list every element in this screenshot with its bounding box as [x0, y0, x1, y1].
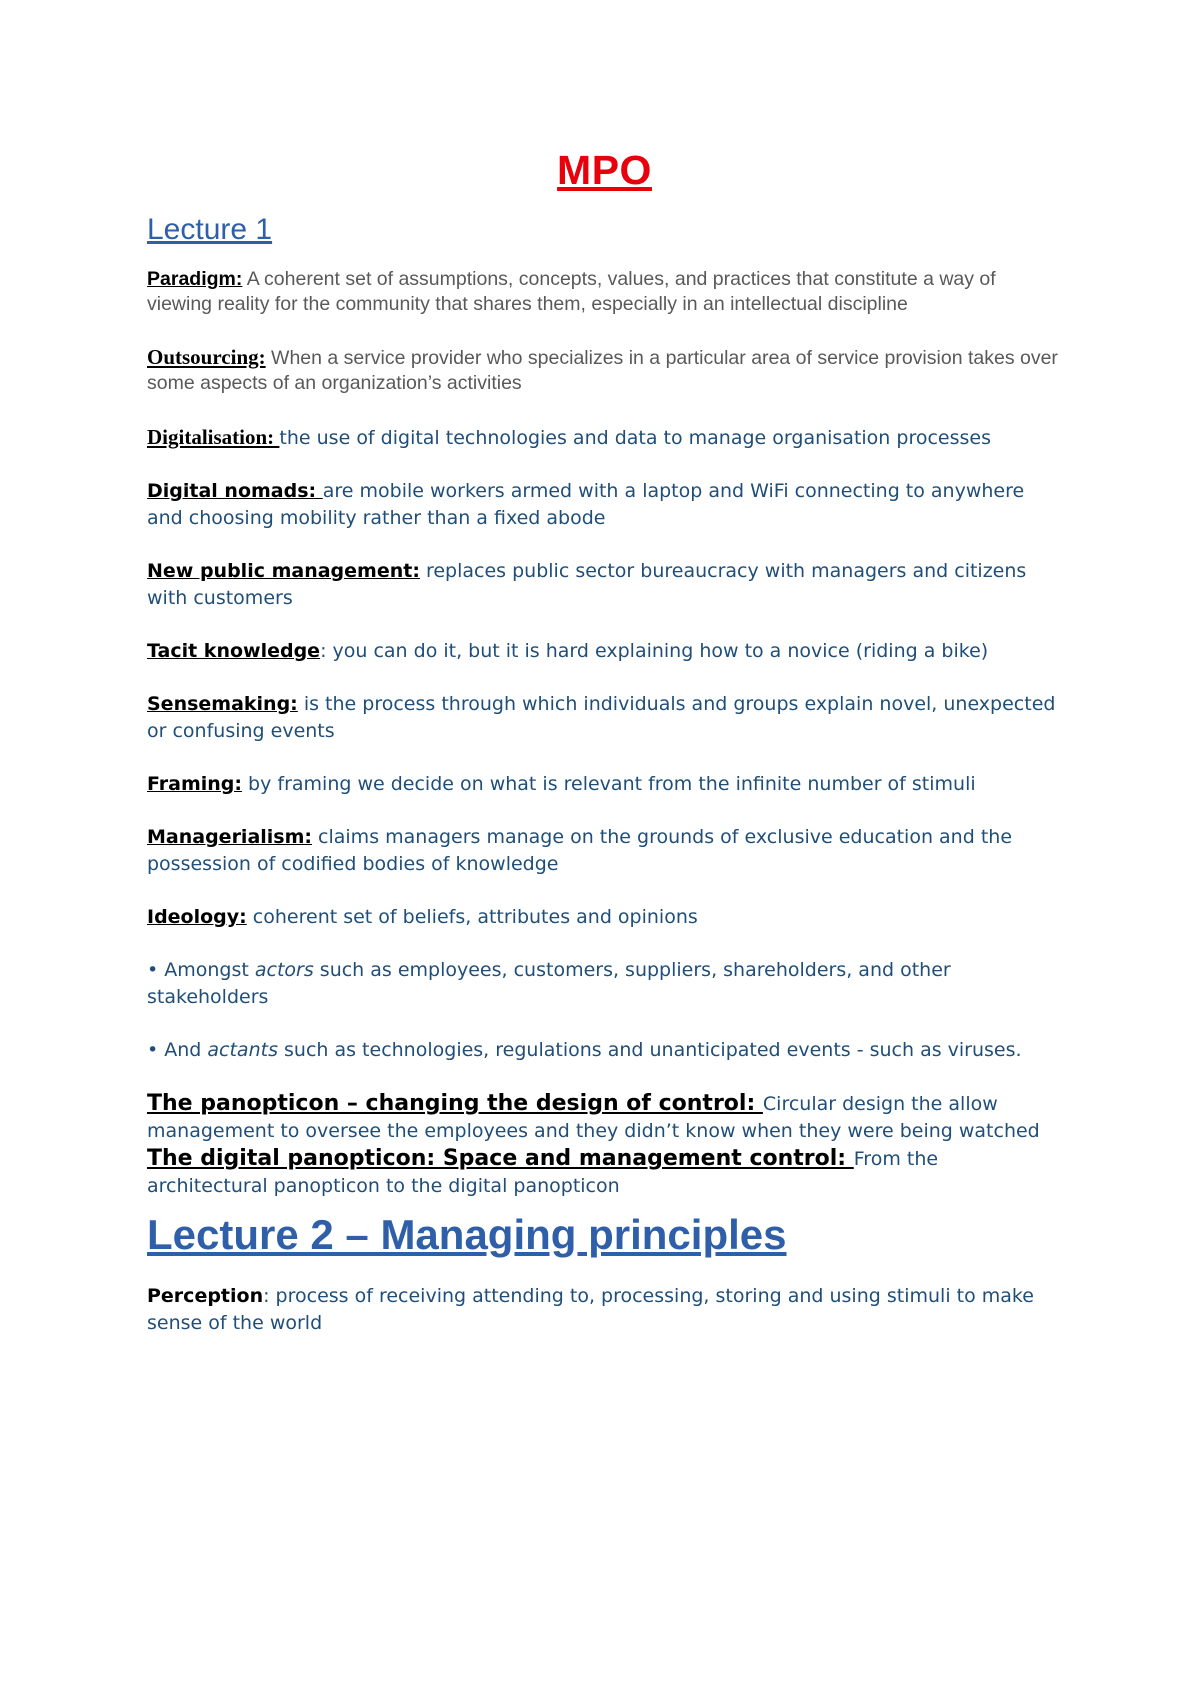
term-ideology: Ideology: — [147, 906, 247, 928]
term-digital-panopticon: The digital panopticon: Space and management control: — [147, 1146, 854, 1171]
term-managerialism: Managerialism: — [147, 826, 312, 848]
bullet-actors-emphasis: actors — [254, 959, 314, 981]
definition-outsourcing: When a service provider who specializes in a particular area of service provision takes over some aspects of an organization’s activities — [147, 347, 1058, 394]
entry-managerialism — [147, 824, 1062, 878]
term-paradigm: Paradigm: — [147, 268, 243, 290]
term-outsourcing: Outsourcing: — [147, 345, 266, 369]
definition-digitalisation: the use of digital technologies and data to manage organisation processes — [279, 427, 991, 449]
bullet-actants-emphasis: actants — [207, 1039, 278, 1061]
definition-managerialism: claims managers manage on the grounds of exclusive education and the possession of codified bodies of knowledge — [147, 826, 1013, 875]
definition-sensemaking: is the process through which individuals and groups explain novel, unexpected or confusing events — [147, 693, 1056, 742]
document-title: MPO — [557, 147, 652, 193]
definition-tacit-knowledge: you can do it, but it is hard explaining how to a novice (riding a bike) — [326, 640, 989, 662]
definition-framing: by framing we decide on what is relevant from the infinite number of stimuli — [242, 773, 976, 795]
term-framing: Framing: — [147, 773, 242, 795]
term-digitalisation: Digitalisation: — [147, 425, 280, 449]
term-perception: Perception — [147, 1285, 264, 1307]
entry-digitalisation — [147, 424, 1062, 452]
entry-tacit-knowledge — [147, 638, 1062, 665]
bullet-actors-prefix: • Amongst — [147, 959, 255, 981]
bullet-actors-suffix: such as employees, customers, suppliers, shareholders, and other stakeholders — [147, 959, 951, 1008]
colon-perception: : — [263, 1285, 270, 1307]
bullet-actants-suffix: such as technologies, regulations and unanticipated events - such as viruses. — [277, 1039, 1022, 1061]
entry-digital-panopticon — [147, 1145, 1062, 1200]
lecture-2-heading: Lecture 2 – Managing principles — [147, 1211, 787, 1258]
entry-framing — [147, 771, 1062, 798]
entry-paradigm — [147, 267, 1062, 317]
definition-perception: process of receiving attending to, processing, storing and using stimuli to make sense of the world — [147, 1285, 1034, 1334]
colon-tacit-knowledge: : — [320, 640, 327, 662]
definition-paradigm: A coherent set of assumptions, concepts, values, and practices that constitute a way of viewing reality for the community that shares them, especially in an intellectual discipline — [147, 268, 996, 315]
term-digital-nomads: Digital nomads: — [147, 480, 323, 502]
definition-panopticon: Circular design the allow management to oversee the employees and they didn’t know when they were being watched — [147, 1093, 1040, 1142]
term-new-public-management: New public management: — [147, 560, 420, 582]
bullet-actors — [147, 957, 1062, 1011]
term-sensemaking: Sensemaking: — [147, 693, 298, 715]
bullet-actants — [147, 1037, 1062, 1064]
entry-panopticon — [147, 1090, 1062, 1145]
document-body — [147, 147, 1062, 1363]
entry-new-public-management — [147, 558, 1062, 612]
definition-new-public-management: replaces public sector bureaucracy with managers and citizens with customers — [147, 560, 1027, 609]
term-tacit-knowledge: Tacit knowledge — [147, 640, 321, 662]
definition-digital-panopticon: From the architectural panopticon to the digital panopticon — [147, 1148, 939, 1197]
entry-perception — [147, 1283, 1062, 1337]
lecture-1-heading: Lecture 1 — [147, 213, 273, 246]
bullet-actants-prefix: • And — [147, 1039, 208, 1061]
definition-ideology: coherent set of beliefs, attributes and opinions — [246, 906, 698, 928]
entry-ideology — [147, 904, 1062, 931]
entry-sensemaking — [147, 691, 1062, 745]
term-panopticon: The panopticon – changing the design of control: — [147, 1091, 763, 1116]
definition-digital-nomads: are mobile workers armed with a laptop and WiFi connecting to anywhere and choosing mobility rather than a fixed abode — [147, 480, 1025, 529]
entry-outsourcing — [147, 345, 1062, 396]
entry-digital-nomads — [147, 478, 1062, 532]
